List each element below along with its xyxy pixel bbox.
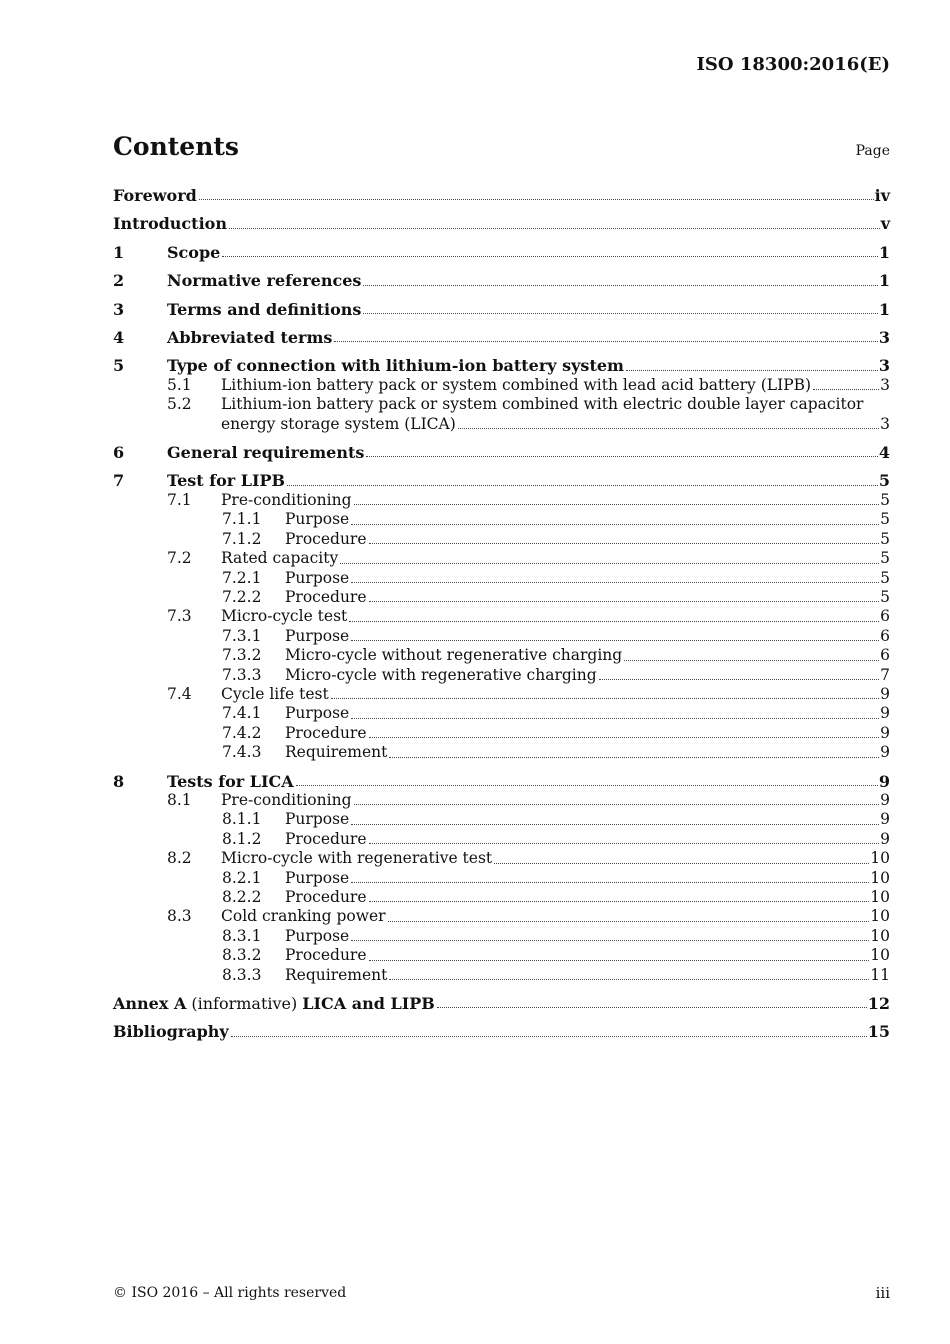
toc-title: Bibliography [113,1022,229,1042]
toc-entry-8[interactable] [113,772,890,791]
toc-entry-2[interactable] [113,271,890,290]
toc-page: 10 [870,888,890,906]
dot-leader [351,581,879,583]
toc-entry-7-4-2[interactable] [113,724,890,743]
toc-entry-annex-a[interactable] [113,994,890,1013]
toc-number: 7.4.2 [222,723,262,742]
dot-leader [369,736,880,738]
toc-title: Procedure [285,587,367,606]
toc-number: 2 [113,271,125,291]
toc-entry-7-1-1[interactable] [113,510,890,529]
toc-page: 5 [880,490,890,509]
toc-page: 10 [870,946,890,965]
dot-leader [369,900,870,902]
toc-page: 10 [870,907,890,926]
toc-title: Abbreviated terms [167,328,333,348]
toc-number: 7.1.1 [222,510,262,529]
toc-page: 10 [870,868,890,887]
toc-entry-7-3-2[interactable] [113,646,890,665]
toc-title: Scope [167,242,221,262]
toc-title: Terms and definitions [167,299,362,319]
dot-leader [351,717,879,719]
page-column-label: Page [855,143,890,159]
toc-entry-7-2-1[interactable] [113,569,890,588]
toc-title: Introduction [113,214,227,234]
dot-leader [437,1006,867,1008]
toc-title-line-1: Lithium-ion battery pack or system combined with electric double layer capacitor [221,395,864,414]
toc-number: 7.1 [167,490,192,509]
dot-leader [334,340,877,342]
toc-page: 9 [880,723,890,742]
toc-page: 1 [878,271,890,291]
toc-entry-5-1[interactable] [113,376,890,395]
dot-leader [369,959,870,961]
toc-number: 8.2 [167,849,192,868]
table-of-contents [113,186,890,1042]
dot-leader [351,939,869,941]
dot-leader [354,803,880,805]
toc-entry-7-4-3[interactable] [113,743,890,762]
dot-leader [458,427,879,429]
toc-entry-8-2-1[interactable] [113,869,890,888]
toc-page: 3 [880,375,890,394]
toc-page: 10 [870,849,890,868]
toc-title: Pre-conditioning [221,790,352,809]
toc-entry-introduction[interactable] [113,214,890,233]
dot-leader [229,227,880,229]
toc-page: 5 [880,568,890,587]
dot-leader [388,920,870,922]
toc-page: 9 [878,771,890,791]
toc-title: Rated capacity [221,549,339,568]
dot-leader [351,823,879,825]
toc-number: 7.3.3 [222,665,262,684]
toc-entry-8-2[interactable] [113,849,890,868]
toc-page: 15 [867,1022,890,1042]
dot-leader [389,978,869,980]
toc-entry-8-3[interactable] [113,907,890,926]
toc-page: 12 [867,994,890,1014]
toc-page: v [880,214,890,234]
toc-title: Pre-conditioning [221,490,352,509]
toc-entry-7-4-1[interactable] [113,704,890,723]
toc-number: 8.3.3 [222,965,262,984]
toc-title: Lithium-ion battery pack or system combined with lead acid battery (LIPB) [221,375,812,394]
toc-number: 7.4.3 [222,743,262,762]
toc-title: Micro-cycle with regenerative charging [285,665,597,684]
toc-title: Micro-cycle without regenerative charging [285,646,623,665]
toc-number: 1 [113,242,125,262]
toc-page: 4 [878,443,890,463]
dot-leader [331,697,879,699]
toc-entry-4[interactable] [113,328,890,347]
toc-entry-7-2-2[interactable] [113,588,890,607]
toc-entry-7-4[interactable] [113,685,890,704]
page-number: iii [875,1284,890,1302]
toc-title: Procedure [285,529,367,548]
dot-leader [222,255,878,257]
toc-title: Purpose [285,568,350,587]
toc-entry-8-1-2[interactable] [113,830,890,849]
dot-leader [199,198,874,200]
toc-number: 7 [113,471,125,491]
contents-title: Contents [113,132,240,161]
dot-leader [363,312,877,314]
toc-page: 5 [878,471,890,491]
toc-number: 3 [113,299,125,319]
toc-entry-7[interactable] [113,471,890,490]
toc-title: Procedure [285,829,367,848]
toc-number: 8.2.2 [222,888,262,906]
dot-leader [296,784,878,786]
toc-number: 7.2.2 [222,587,262,606]
dot-leader [369,542,880,544]
dot-leader [351,523,879,525]
toc-entry-8-2-2[interactable] [113,888,890,907]
toc-page: 5 [880,510,890,529]
dot-leader [624,659,879,661]
dot-leader [231,1035,867,1037]
dot-leader [599,678,879,680]
toc-page: 6 [880,607,890,626]
toc-entry-7-3-1[interactable] [113,627,890,646]
toc-title: Purpose [285,868,350,887]
dot-leader [340,562,879,564]
toc-number: 8.3.2 [222,946,262,965]
toc-page: 9 [880,684,890,703]
toc-page: iv [874,186,890,205]
toc-title: Purpose [285,810,350,829]
toc-page: 10 [870,926,890,945]
toc-page: 9 [880,829,890,848]
dot-leader [349,620,879,622]
dot-leader [287,484,878,486]
toc-title: Normative references [167,271,362,291]
toc-number: 8.1.2 [222,829,262,848]
toc-number: 7.4 [167,684,192,703]
toc-entry-7-2[interactable] [113,549,890,568]
toc-page: 11 [870,965,890,984]
toc-entry-8-3-1[interactable] [113,927,890,946]
dot-leader [369,600,880,602]
toc-title: LICA and LIPB [302,994,435,1014]
toc-page: 6 [880,646,890,665]
toc-number: 7.1.2 [222,529,262,548]
toc-page: 5 [880,549,890,568]
toc-title: Purpose [285,510,350,529]
toc-number: 7.3.2 [222,646,262,665]
toc-number: 7.2 [167,549,192,568]
toc-title: Type of connection with lithium-ion battery system [167,356,624,376]
toc-number: 8.3 [167,907,192,926]
toc-page: 9 [880,743,890,762]
toc-title: Cold cranking power [221,907,386,926]
toc-number: 6 [113,443,125,463]
dot-leader [366,455,878,457]
toc-page: 9 [880,810,890,829]
toc-number: 8 [113,771,125,791]
toc-number: 5.1 [167,375,192,394]
toc-number: 5.2 [167,395,192,414]
toc-title: Requirement [285,965,388,984]
toc-title: Requirement [285,743,388,762]
toc-entry-5-2[interactable] [113,395,890,434]
toc-title: General requirements [167,443,365,463]
toc-title: Tests for LICA [167,771,294,791]
toc-entry-bibliography[interactable] [113,1022,890,1041]
toc-number: 8.2.1 [222,868,262,887]
annex-label: Annex A [113,994,187,1014]
toc-entry-5[interactable] [113,356,890,375]
toc-page: 1 [878,299,890,319]
toc-page: 5 [880,529,890,548]
toc-entry-8-3-2[interactable] [113,946,890,965]
toc-entry-8-3-3[interactable] [113,966,890,985]
toc-title: Procedure [285,723,367,742]
dot-leader [351,639,879,641]
toc-page: 1 [878,242,890,262]
toc-page: 3 [880,414,890,433]
toc-page: 9 [880,704,890,723]
dot-leader [369,842,880,844]
dot-leader [389,756,879,758]
toc-entry-7-1-2[interactable] [113,530,890,549]
toc-page: 6 [880,626,890,645]
toc-entry-7-3[interactable] [113,607,890,626]
toc-title: Cycle life test [221,684,329,703]
toc-number: 5 [113,356,125,376]
toc-number: 7.4.1 [222,704,262,723]
toc-number: 7.3 [167,607,192,626]
dot-leader [351,881,869,883]
toc-number: 8.1.1 [222,810,262,829]
toc-title: Purpose [285,626,350,645]
toc-title: Micro-cycle test [221,607,348,626]
toc-number: 8.3.1 [222,926,262,945]
toc-entry-6[interactable] [113,443,890,462]
toc-number: 7.2.1 [222,568,262,587]
toc-entry-3[interactable] [113,300,890,319]
copyright-notice: © ISO 2016 – All rights reserved [113,1285,347,1301]
toc-entry-1[interactable] [113,243,890,262]
document-code: ISO 18300:2016(E) [696,54,890,75]
toc-page: 9 [880,790,890,809]
toc-title: Foreword [113,186,197,205]
annex-informative-note: (informative) [191,994,298,1014]
toc-entry-7-1[interactable] [113,491,890,510]
toc-entry-foreword[interactable] [113,186,890,205]
toc-number: 4 [113,328,125,348]
toc-page: 7 [880,665,890,684]
toc-page: 5 [880,587,890,606]
toc-number: 8.1 [167,790,192,809]
dot-leader [813,388,879,390]
toc-entry-7-3-3[interactable] [113,666,890,685]
toc-page: 3 [878,356,890,376]
toc-entry-8-1-1[interactable] [113,810,890,829]
dot-leader [354,503,880,505]
toc-title: Purpose [285,926,350,945]
toc-title: Test for LIPB [167,471,286,491]
toc-title: Micro-cycle with regenerative test [221,849,493,868]
toc-title: Procedure [285,946,367,965]
toc-title: Procedure [285,888,367,906]
toc-title: Purpose [285,704,350,723]
toc-title-line-2: energy storage system (LICA) [221,414,456,433]
toc-number: 7.3.1 [222,626,262,645]
toc-entry-8-1[interactable] [113,791,890,810]
dot-leader [494,862,869,864]
dot-leader [626,369,878,371]
dot-leader [363,284,877,286]
toc-page: 3 [878,328,890,348]
